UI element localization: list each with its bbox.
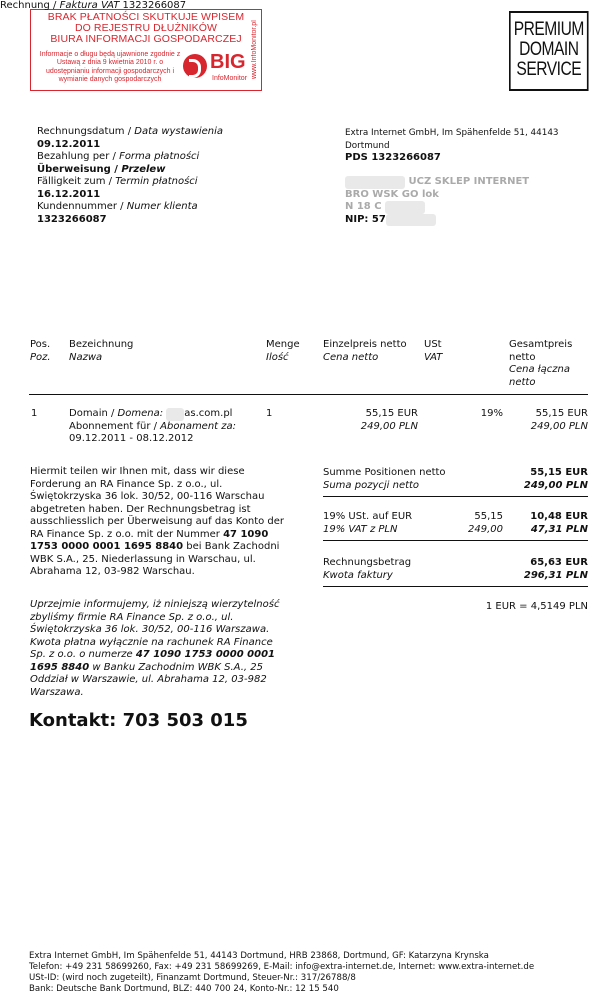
notice-line-3: BIURA INFORMACJI GOSPODARCZEJ	[50, 33, 242, 45]
invoice-date-label: Rechnungsdatum / Data wystawienia	[37, 126, 224, 137]
big-logo-sub: InfoMonitor	[212, 75, 248, 82]
sender-line: Extra Internet GmbH, Im Spähenfelde 51, 44143 Dortmund	[345, 128, 559, 151]
recipient-line-2: BRO WSK GO lok	[345, 188, 439, 200]
due-date-label: Fälligkeit zum / Termin płatności	[37, 176, 198, 187]
row-qty: 1	[266, 408, 273, 419]
row-pos: 1	[31, 408, 38, 419]
invoice-date-value: 09.12.2011	[37, 138, 101, 150]
big-logo-icon	[183, 54, 207, 78]
table-header-rule	[29, 394, 588, 395]
invoice-title: Rechnung / Faktura VAT 1323266087	[0, 0, 187, 11]
col-qty-header: Menge Ilość	[266, 339, 300, 363]
footer-line-1: Extra Internet GmbH, Im Spähenfelde 51, 44143 Dortmund, HRB 23868, Dortmund, GF: Katarzyna Krynska	[29, 951, 489, 961]
notice-website: www.InfoMonitor.pl	[251, 20, 258, 80]
payment-value: Überweisung / Przelew	[37, 163, 166, 175]
due-date-value: 16.12.2011	[37, 188, 101, 200]
recipient-line-1: UCZ SKLEP INTERNET	[345, 176, 590, 189]
recipient-nip: NIP: 57	[345, 214, 590, 227]
premium-logo-line-2: DOMAIN	[519, 39, 579, 60]
notice-line-2: DO REJESTRU DŁUŻNIKÓW	[74, 22, 218, 34]
notice-line-1: BRAK PŁATNOŚCI SKUTKUJE WPISEM	[47, 11, 245, 23]
pds-number: PDS 1323266087	[345, 152, 441, 163]
summary-rule-3	[323, 586, 588, 587]
customer-number-value: 1323266087	[37, 213, 107, 225]
assignment-notice-pl: Uprzejmie informujemy, iż niniejszą wierzytelność zbyliśmy firmie RA Finance Sp. z o.o., ul. Świętokrzyska 36 lok. 30/52, 00-116 Warszawa. Kwota płatna wyłącznie na rachunek RA Finance Sp. z o.o. o numerze 47 1090 1753 0000 0001 1695 8840 w Banku Zachodnim WBK S.A., 25 Oddział w Warszawie, ul. Abrahama 12, 03-982 Warszawa.	[30, 599, 280, 698]
recipient-address	[345, 176, 590, 226]
summary-rule-2	[323, 540, 588, 541]
premium-domain-service-logo	[509, 11, 589, 91]
col-pos-header: Pos. Poz.	[30, 339, 51, 363]
footer-line-4: Bank: Deutsche Bank Dortmund, BLZ: 440 700 24, Konto-Nr.: 12 15 540	[29, 984, 339, 994]
col-total-header: Gesamtpreis netto Cena łączna netto	[509, 339, 573, 388]
footer-line-3: USt-ID: (wird noch zugeteilt), Finanzamt Dortmund, Steuer-Nr.: 317/26788/8	[29, 973, 356, 983]
notice-small-print: Informacje o długu będą ujawnione zgodnie z Ustawą z dnia 9 kwietnia 2010 r. o udostępnianiu informacji gospodarczych i wymianie danych gospodarczych	[39, 51, 181, 83]
contact-phone: Kontakt: 703 503 015	[29, 710, 248, 731]
assignment-notice-de: Hiermit teilen wir Ihnen mit, dass wir diese Forderung an RA Finance Sp. z o.o., ul. Świętokrzyska 36 lok. 30/52, 00-116 Warschau abgetreten haben. Der Rechnungsbetrag ist ausschliesslich per Überweisung auf das Konto der RA Finance Sp. z o.o. mit der Nummer 47 1090 1753 0000 0001 1695 8840 bei Bank Zachodni WBK S.A., 25. Niederlassung in Warschau, ul. Abrahama 12, 03-982 Warschau.	[30, 466, 285, 577]
debt-registry-notice	[30, 9, 262, 91]
col-unit-header: Einzelpreis netto Cena netto	[323, 339, 407, 363]
big-logo-word: BIG	[210, 51, 246, 73]
payment-label: Bezahlung per / Forma płatności	[37, 151, 200, 162]
col-vat-header: USt VAT	[424, 339, 443, 363]
row-unit-price: 55,15 EUR 249,00 PLN	[360, 408, 418, 432]
summary-vat: 19% USt. auf EUR 19% VAT z PLN 55,15 249,00 10,48 EUR 47,31 PLN	[323, 511, 588, 535]
company-footer	[29, 951, 589, 995]
summary-invoice-amount: Rechnungsbetrag Kwota faktury 65,63 EUR 296,31 PLN	[323, 557, 588, 581]
recipient-line-3: N 18 C	[345, 201, 590, 214]
premium-logo-line-3: SERVICE	[516, 59, 582, 80]
col-desc-header: Bezeichnung Nazwa	[69, 339, 134, 363]
summary-net-total: Summe Positionen netto Suma pozycji netto 55,15 EUR 249,00 PLN	[323, 467, 588, 491]
row-total: 55,15 EUR 249,00 PLN	[530, 408, 588, 432]
customer-number-label: Kundennummer / Numer klienta	[37, 201, 198, 212]
invoice-meta	[37, 126, 297, 226]
premium-logo-line-1: PREMIUM	[513, 19, 584, 40]
row-description: Domain / Domena: as.com.pl Abonnement für / Abonament za: 09.12.2011 - 08.12.2012	[69, 408, 237, 444]
footer-line-2: Telefon: +49 231 58699260, Fax: +49 231 58699269, E-Mail: info@extra-internet.de, Internet: www.extra-internet.de	[29, 962, 535, 972]
summary-rule-1	[323, 496, 588, 497]
row-vat: 19%	[480, 408, 503, 419]
big-infomonitor-logo	[183, 52, 253, 88]
exchange-rate: 1 EUR = 4,5149 PLN	[485, 601, 588, 612]
